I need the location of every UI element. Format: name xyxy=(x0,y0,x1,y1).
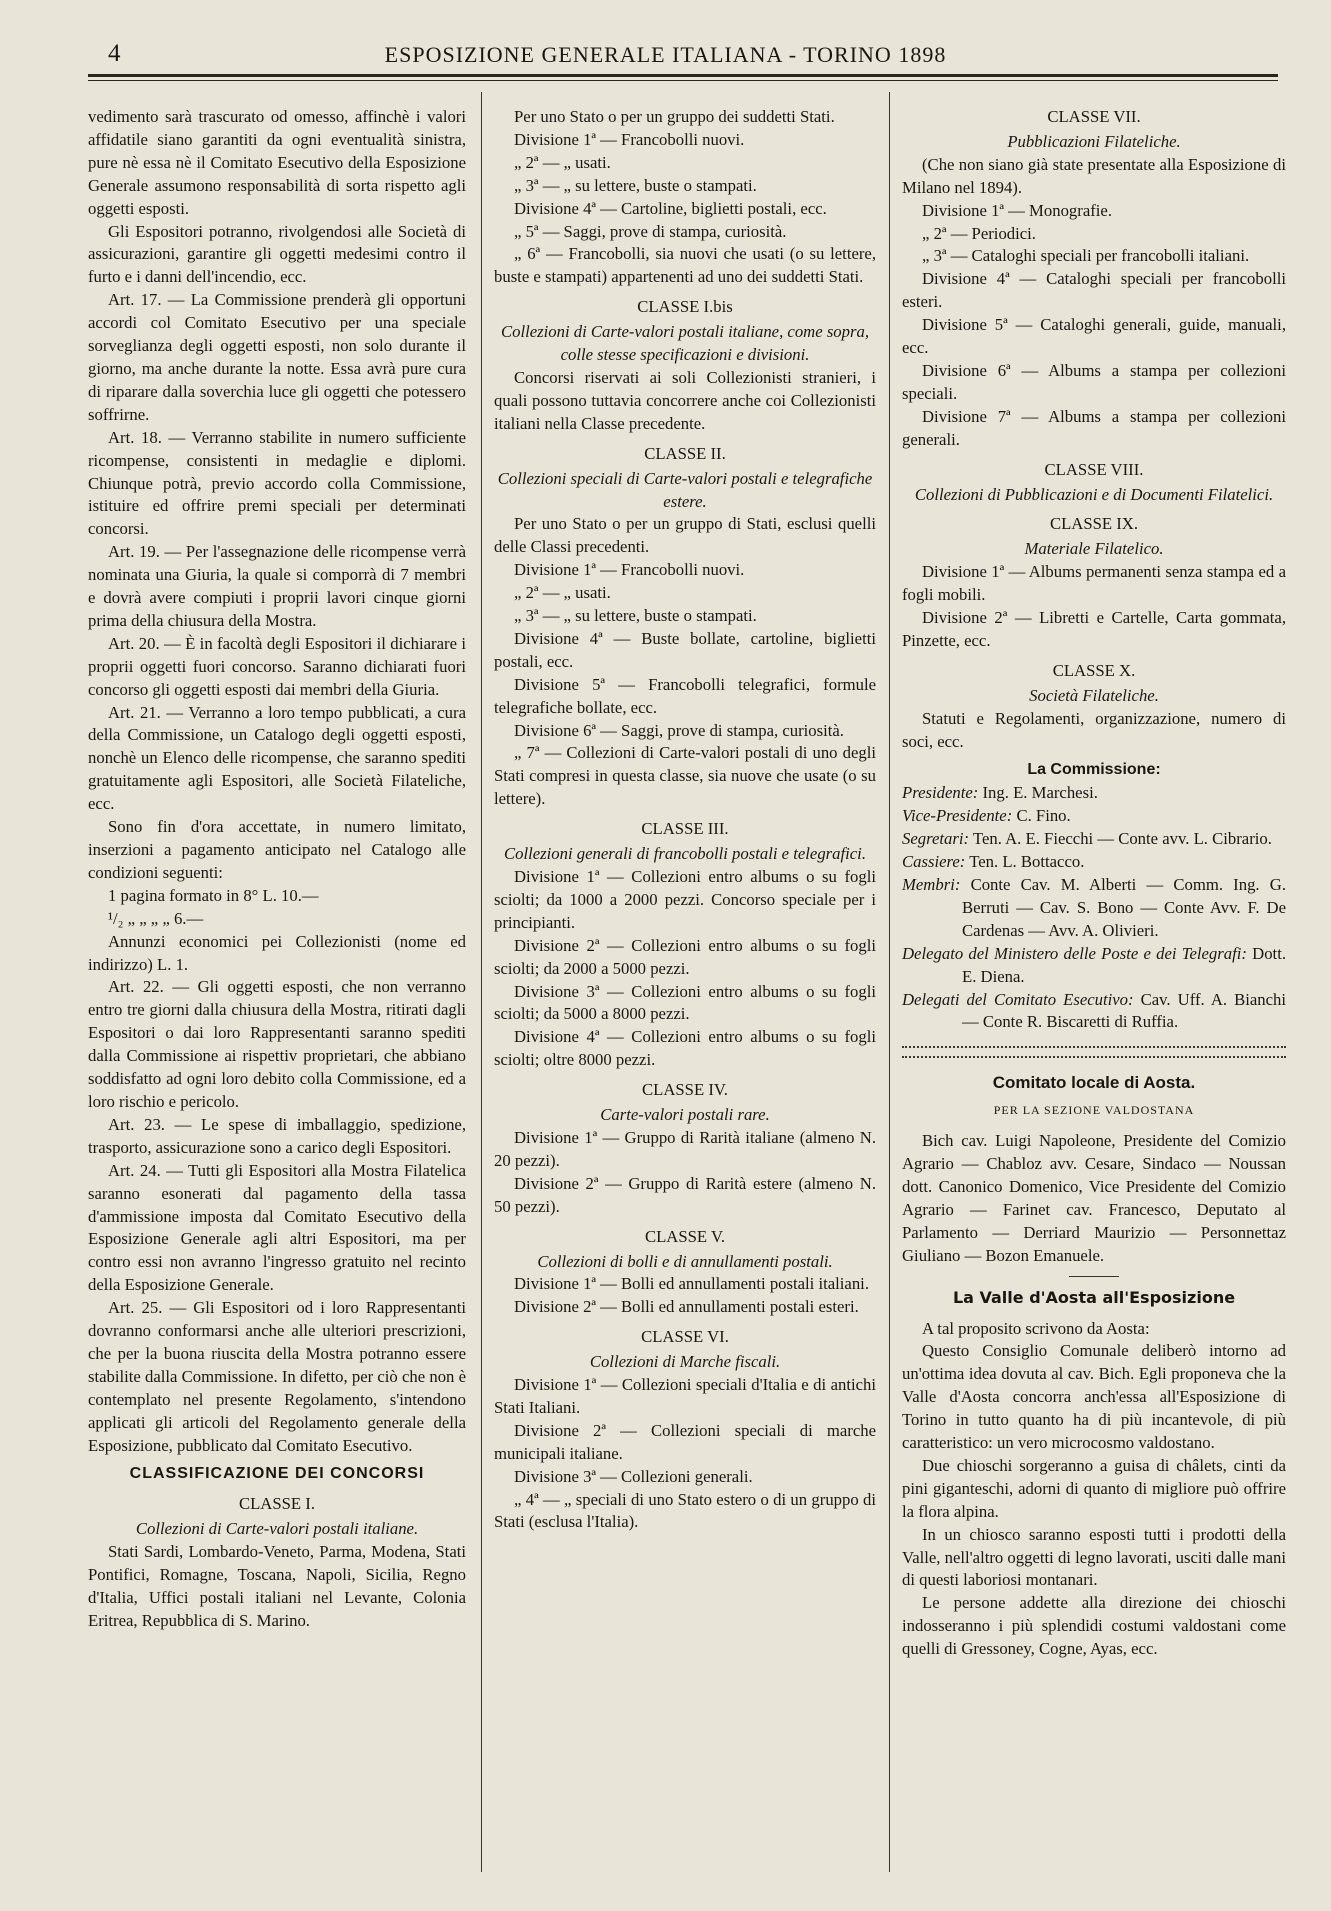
divider xyxy=(1069,1276,1119,1277)
class-subtitle: Collezioni di bolli e di annullamenti postali. xyxy=(537,1251,833,1271)
role-name: Dott. E. Diena. xyxy=(962,943,1286,986)
class-subtitle: Collezioni di Pubblicazioni e di Documenti Filatelici. xyxy=(914,484,1274,504)
column-3 xyxy=(902,106,1286,1661)
commission-heading: La Commissione: xyxy=(1027,761,1161,779)
commission-member xyxy=(902,828,1286,851)
price-line: Annunzi economici pei Collezionisti (nome ed indirizzo) L. 1. xyxy=(88,931,466,974)
column-1 xyxy=(88,106,466,1633)
role-label: Delegato del Ministero delle Poste e dei Telegrafi: xyxy=(902,943,1247,963)
article-22: Art. 22. — Gli oggetti esposti, che non verranno entro tre giorni dalla chiusura della Mostra, ritirati dagli Espositori o dai loro Rappresentanti saranno spediti dalla Commissione ai rispettiv proprietari, che abbiano soddisfatto ad ogni loro debito colla Commissione, ed a loro rischio e pericolo. xyxy=(88,977,466,1111)
header-rule-thin xyxy=(88,80,1278,81)
paragraph: In un chiosco saranno esposti tutti i prodotti della Valle, nell'altro oggetti di legno lavorati, usciti dalle mani di questi laboriosi montanari. xyxy=(902,1524,1286,1590)
class-title: CLASSE IV. xyxy=(642,1080,728,1100)
division: Divisione 4ª — Collezioni entro albums o su fogli sciolti; oltre 8000 pezzi. xyxy=(494,1027,876,1070)
commission-member xyxy=(902,989,1286,1035)
division: Divisione 4ª — Cataloghi speciali per francobolli esteri. xyxy=(902,269,1286,312)
paragraph: Sono fin d'ora accettate, in numero limitato, inserzioni a pagamento anticipato nel Catalogo alle condizioni seguenti: xyxy=(88,817,466,882)
commission-member xyxy=(902,943,1286,989)
class-title: CLASSE VII. xyxy=(1047,107,1141,126)
division: Divisione 2ª — Collezioni speciali di marche municipali italiane. xyxy=(494,1420,876,1463)
division: „ 2ª — Periodici. xyxy=(922,223,1036,243)
class-title: CLASSE VIII. xyxy=(1044,459,1144,479)
article-19: Art. 19. — Per l'assegnazione delle ricompense verrà nominata una Giuria, la quale si comporrà di 7 membri e dovrà avere compiuti i proprii lavori cinque giorni prima della chiusura della Mostra. xyxy=(88,542,466,630)
division: Divisione 2ª — Collezioni entro albums o su fogli sciolti; da 2000 a 5000 pezzi. xyxy=(494,935,876,978)
paragraph: Questo Consiglio Comunale deliberò intorno ad un'ottima idea dovuta al cav. Bich. Egli proponeva che la Valle d'Aosta concorra anch'essa all'Esposizione di Torino in tutto quanto ha di più incantevole, di più caratteristico: un vero microcosmo valdostano. xyxy=(902,1341,1286,1453)
division: Divisione 1ª — Collezioni entro albums o su fogli sciolti; da 1000 a 2000 pezzi. Concorso speciale per i principianti. xyxy=(494,867,876,932)
paragraph: Stati Sardi, Lombardo-Veneto, Parma, Modena, Stati Pontifici, Romagne, Toscana, Napoli, Sicilia, Regno d'Italia, Uffici postali italiani nel Levante, Colonia Eritrea, Repubblica di S. Marino. xyxy=(88,1542,466,1630)
role-name: C. Fino. xyxy=(1016,806,1071,826)
commission-member xyxy=(902,805,1286,828)
class-title: CLASSE IX. xyxy=(1049,514,1139,534)
class-subtitle: Carte-valori postali rare. xyxy=(600,1105,770,1125)
comitato-title: Comitato locale di Aosta. xyxy=(992,1073,1196,1093)
class-subtitle: Collezioni speciali di Carte-valori postali e telegrafiche estere. xyxy=(497,468,873,511)
division: „ 5ª — Saggi, prove di stampa, curiosità. xyxy=(514,221,787,241)
column-divider-1 xyxy=(481,92,482,1872)
role-name: Ten. L. Bottacco. xyxy=(969,852,1085,872)
role-name: Ten. A. E. Fiecchi — Conte avv. L. Cibrario. xyxy=(972,829,1272,849)
column-divider-2 xyxy=(889,92,890,1872)
class-title: CLASSE II. xyxy=(644,443,726,463)
paragraph: (Che non siano già state presentate alla Esposizione di Milano nel 1894). xyxy=(902,154,1286,197)
role-label: Segretari: xyxy=(902,829,970,849)
class-subtitle: Materiale Filatelico. xyxy=(1024,539,1164,559)
division: Divisione 5ª — Francobolli telegrafici, formule telegrafiche bollate, ecc. xyxy=(494,674,876,717)
class-title: CLASSE X. xyxy=(1052,660,1136,680)
role-name: Ing. E. Marchesi. xyxy=(982,783,1098,803)
article-21: Art. 21. — Verranno a loro tempo pubblicati, a cura della Commissione, un Catalogo degli oggetti esposti, nonchè un Elenco delle ricompense, che saranno spediti gratuitamente agli Espositori, alle Società Filateliche, ecc. xyxy=(88,702,466,814)
paragraph: Due chioschi sorgeranno a guisa di châlets, cinti da pini giganteschi, adorni di quanto di migliore può offrire la flora alpina. xyxy=(902,1455,1286,1521)
paragraph: Per uno Stato o per un gruppo dei suddetti Stati. xyxy=(514,107,835,126)
division: „ 2ª — „ usati. xyxy=(514,152,611,172)
article-20: Art. 20. — È in facoltà degli Espositori il dichiarare i proprii oggetti fuori concorso. Saranno dichiarati fuori concorso gli oggetti esposti dai membri della Giuria. xyxy=(88,633,466,699)
price-line: ¹/₂ „ „ „ „ 6.— xyxy=(108,908,204,928)
running-title: ESPOSIZIONE GENERALE ITALIANA - TORINO 1898 xyxy=(384,42,947,67)
role-name: Conte Cav. M. Alberti — Comm. Ing. G. Berruti — Cav. S. Bono — Conte Avv. F. De Cardenas — Avv. A. Olivieri. xyxy=(962,875,1286,940)
division: „ 3ª — „ su lettere, buste o stampati. xyxy=(514,175,757,195)
division: „ 3ª — „ su lettere, buste o stampati. xyxy=(514,606,757,626)
division: Divisione 1ª — Gruppo di Rarità italiane (almeno N. 20 pezzi). xyxy=(494,1127,876,1170)
division: Divisione 7ª — Albums a stampa per collezioni generali. xyxy=(902,406,1286,449)
class-title: CLASSE I.bis xyxy=(637,297,733,317)
role-label: Delegati del Comitato Esecutivo: xyxy=(902,989,1134,1009)
article-25: Art. 25. — Gli Espositori od i loro Rappresentanti dovranno conformarsi anche alle ulteriori prescrizioni, che per la buona riuscita della Mostra potranno essere stabilite dalla Commissione. In difetto, per ciò che non è contemplato nel presente Regolamento, s'intendono applicati gli articoli del Regolamento generale della Esposizione, pubblicato dal Comitato Esecutivo. xyxy=(88,1298,466,1455)
comitato-subtitle: PER LA SEZIONE VALDOSTANA xyxy=(993,1103,1195,1118)
division: Divisione 1ª — Collezioni speciali d'Italia e di antichi Stati Italiani. xyxy=(494,1375,876,1417)
commission-member xyxy=(902,851,1286,874)
article-18: Art. 18. — Verranno stabilite in numero sufficiente ricompense, consistenti in medaglie e diplomi. Chiunque potrà, previo accordo colla Commissione, istituire ed offrire premi speciali per determinati concorsi. xyxy=(88,427,466,539)
division: Divisione 6ª — Albums a stampa per collezioni speciali. xyxy=(902,360,1286,403)
division: Divisione 6ª — Saggi, prove di stampa, curiosità. xyxy=(514,720,844,740)
class-subtitle: Società Filateliche. xyxy=(1029,685,1159,705)
division: „ 4ª — „ speciali di uno Stato estero o di un gruppo di Stati (esclusa l'Italia). xyxy=(494,1489,876,1532)
article-title: La Valle d'Aosta all'Esposizione xyxy=(952,1287,1236,1307)
division: „ 7ª — Collezioni di Carte-valori postali di uno degli Stati compresi in questa classe, sia nuove che usate (o su lettere). xyxy=(494,743,876,809)
division: Divisione 2ª — Bolli ed annullamenti postali esteri. xyxy=(514,1297,859,1317)
class-title: CLASSE III. xyxy=(641,819,729,839)
paragraph: vedimento sarà trascurato od omesso, affinchè i valori affidatile siano garantiti da ogni eventualità sinistra, pure nè essa nè il Comitato Esecutivo della Esposizione Generale assumono responsabilità di sorta rispetto agli oggetti esposti. xyxy=(88,107,466,218)
class-title: CLASSE VI. xyxy=(641,1327,729,1347)
division: Divisione 5ª — Cataloghi generali, guide, manuali, ecc. xyxy=(902,315,1286,358)
division: Divisione 1ª — Francobolli nuovi. xyxy=(514,560,745,580)
column-2 xyxy=(494,106,876,1534)
page-number: 4 xyxy=(108,40,121,67)
division: Divisione 4ª — Buste bollate, cartoline, biglietti postali, ecc. xyxy=(494,628,876,671)
paragraph: Le persone addette alla direzione dei chioschi indosseranno i più splendidi costumi valdostani come quelli di Gressoney, Cogne, Ayas, ecc. xyxy=(902,1593,1286,1659)
division: Divisione 1ª — Francobolli nuovi. xyxy=(514,129,745,149)
role-label: Presidente: xyxy=(902,783,979,803)
article-17: Art. 17. — La Commissione prenderà gli opportuni accordi col Comitato Esecutivo per una speciale sorveglianza degli oggetti esposti, non solo durante il giorno, ma anche durante la notte. Essa avrà pure cura di riparare dalla soverchia luce gli oggetti che potessero soffrirne. xyxy=(88,290,466,424)
paragraph: Statuti e Regolamenti, organizzazione, numero di soci, ecc. xyxy=(902,708,1286,751)
role-label: Membri: xyxy=(902,875,961,894)
paragraph: Per uno Stato o per un gruppo di Stati, esclusi quelli delle Classi precedenti. xyxy=(494,514,876,557)
role-name: Cav. Uff. A. Bianchi — Conte R. Biscaretti di Ruffia. xyxy=(962,989,1286,1032)
class-title: CLASSE I. xyxy=(238,1494,316,1514)
section-heading: CLASSIFICAZIONE DEI CONCORSI xyxy=(129,1465,425,1483)
role-label: Cassiere: xyxy=(902,852,966,872)
division: „ 6ª — Francobolli, sia nuovi che usati (o su lettere, buste e stampati) appartenenti ad uno dei suddetti Stati. xyxy=(494,244,876,287)
division: Divisione 1ª — Monografie. xyxy=(922,200,1112,220)
paragraph: Bich cav. Luigi Napoleone, Presidente del Comizio Agrario — Chabloz avv. Cesare, Sindaco — Noussan dott. Canonico Domenico, Vice Presidente del Comizio Agrario — Farinet cav. Francesco, Deputato al Parlamento — Derriard Maurizio — Personnettaz Giuliano — Bozon Emanuele. xyxy=(902,1131,1286,1265)
paragraph: Concorsi riservati ai soli Collezionisti stranieri, i quali possono tuttavia concorrere anche coi Collezionisti italiani nella Classe precedente. xyxy=(494,367,876,433)
division: „ 3ª — Cataloghi speciali per francobolli italiani. xyxy=(922,246,1250,266)
class-title: CLASSE V. xyxy=(644,1226,726,1246)
role-label: Vice-Presidente: xyxy=(902,806,1013,826)
class-subtitle: Collezioni di Carte-valori postali italiane, come sopra, colle stesse specificazioni e divisioni. xyxy=(500,322,870,365)
class-subtitle: Collezioni di Carte-valori postali italiane. xyxy=(135,1519,419,1539)
division: Divisione 3ª — Collezioni entro albums o su fogli sciolti; da 5000 a 8000 pezzi. xyxy=(494,981,876,1024)
class-subtitle: Pubblicazioni Filateliche. xyxy=(1007,131,1181,151)
article-24: Art. 24. — Tutti gli Espositori alla Mostra Filatelica saranno esonerati dal pagamento della tassa d'ammissione imposta dal Comitato Esecutivo della Esposizione Generale agli altri Espositori, ma per contro essi non avranno l'ingresso gratuito nel recinto della Esposizione Generale. xyxy=(88,1160,466,1295)
division: Divisione 1ª — Bolli ed annullamenti postali italiani. xyxy=(514,1274,869,1294)
division: Divisione 2ª — Gruppo di Rarità estere (almeno N. 50 pezzi). xyxy=(494,1173,876,1216)
paragraph: A tal proposito scrivono da Aosta: xyxy=(922,1318,1150,1338)
ornamental-divider xyxy=(902,1046,1286,1058)
division: „ 2ª — „ usati. xyxy=(514,583,611,603)
header-rule xyxy=(88,74,1278,77)
price-line: 1 pagina formato in 8° L. 10.— xyxy=(108,885,319,905)
class-subtitle: Collezioni generali di francobolli postali e telegrafici. xyxy=(504,844,866,864)
division: Divisione 3ª — Collezioni generali. xyxy=(514,1466,753,1486)
commission-member xyxy=(902,874,1286,943)
paragraph: Gli Espositori potranno, rivolgendosi alle Società di assicurazioni, garantire gli oggetti medesimi contro il furto e i danni dell'incendio, ecc. xyxy=(88,221,466,287)
article-23: Art. 23. — Le spese di imballaggio, spedizione, trasporto, assicurazione sono a carico degli Espositori. xyxy=(88,1114,466,1157)
division: Divisione 1ª — Albums permanenti senza stampa ed a fogli mobili. xyxy=(902,562,1286,605)
division: Divisione 4ª — Cartoline, biglietti postali, ecc. xyxy=(514,198,827,218)
commission-member xyxy=(902,782,1286,805)
division: Divisione 2ª — Libretti e Cartelle, Carta gommata, Pinzette, ecc. xyxy=(902,608,1286,650)
class-subtitle: Collezioni di Marche fiscali. xyxy=(589,1352,781,1372)
